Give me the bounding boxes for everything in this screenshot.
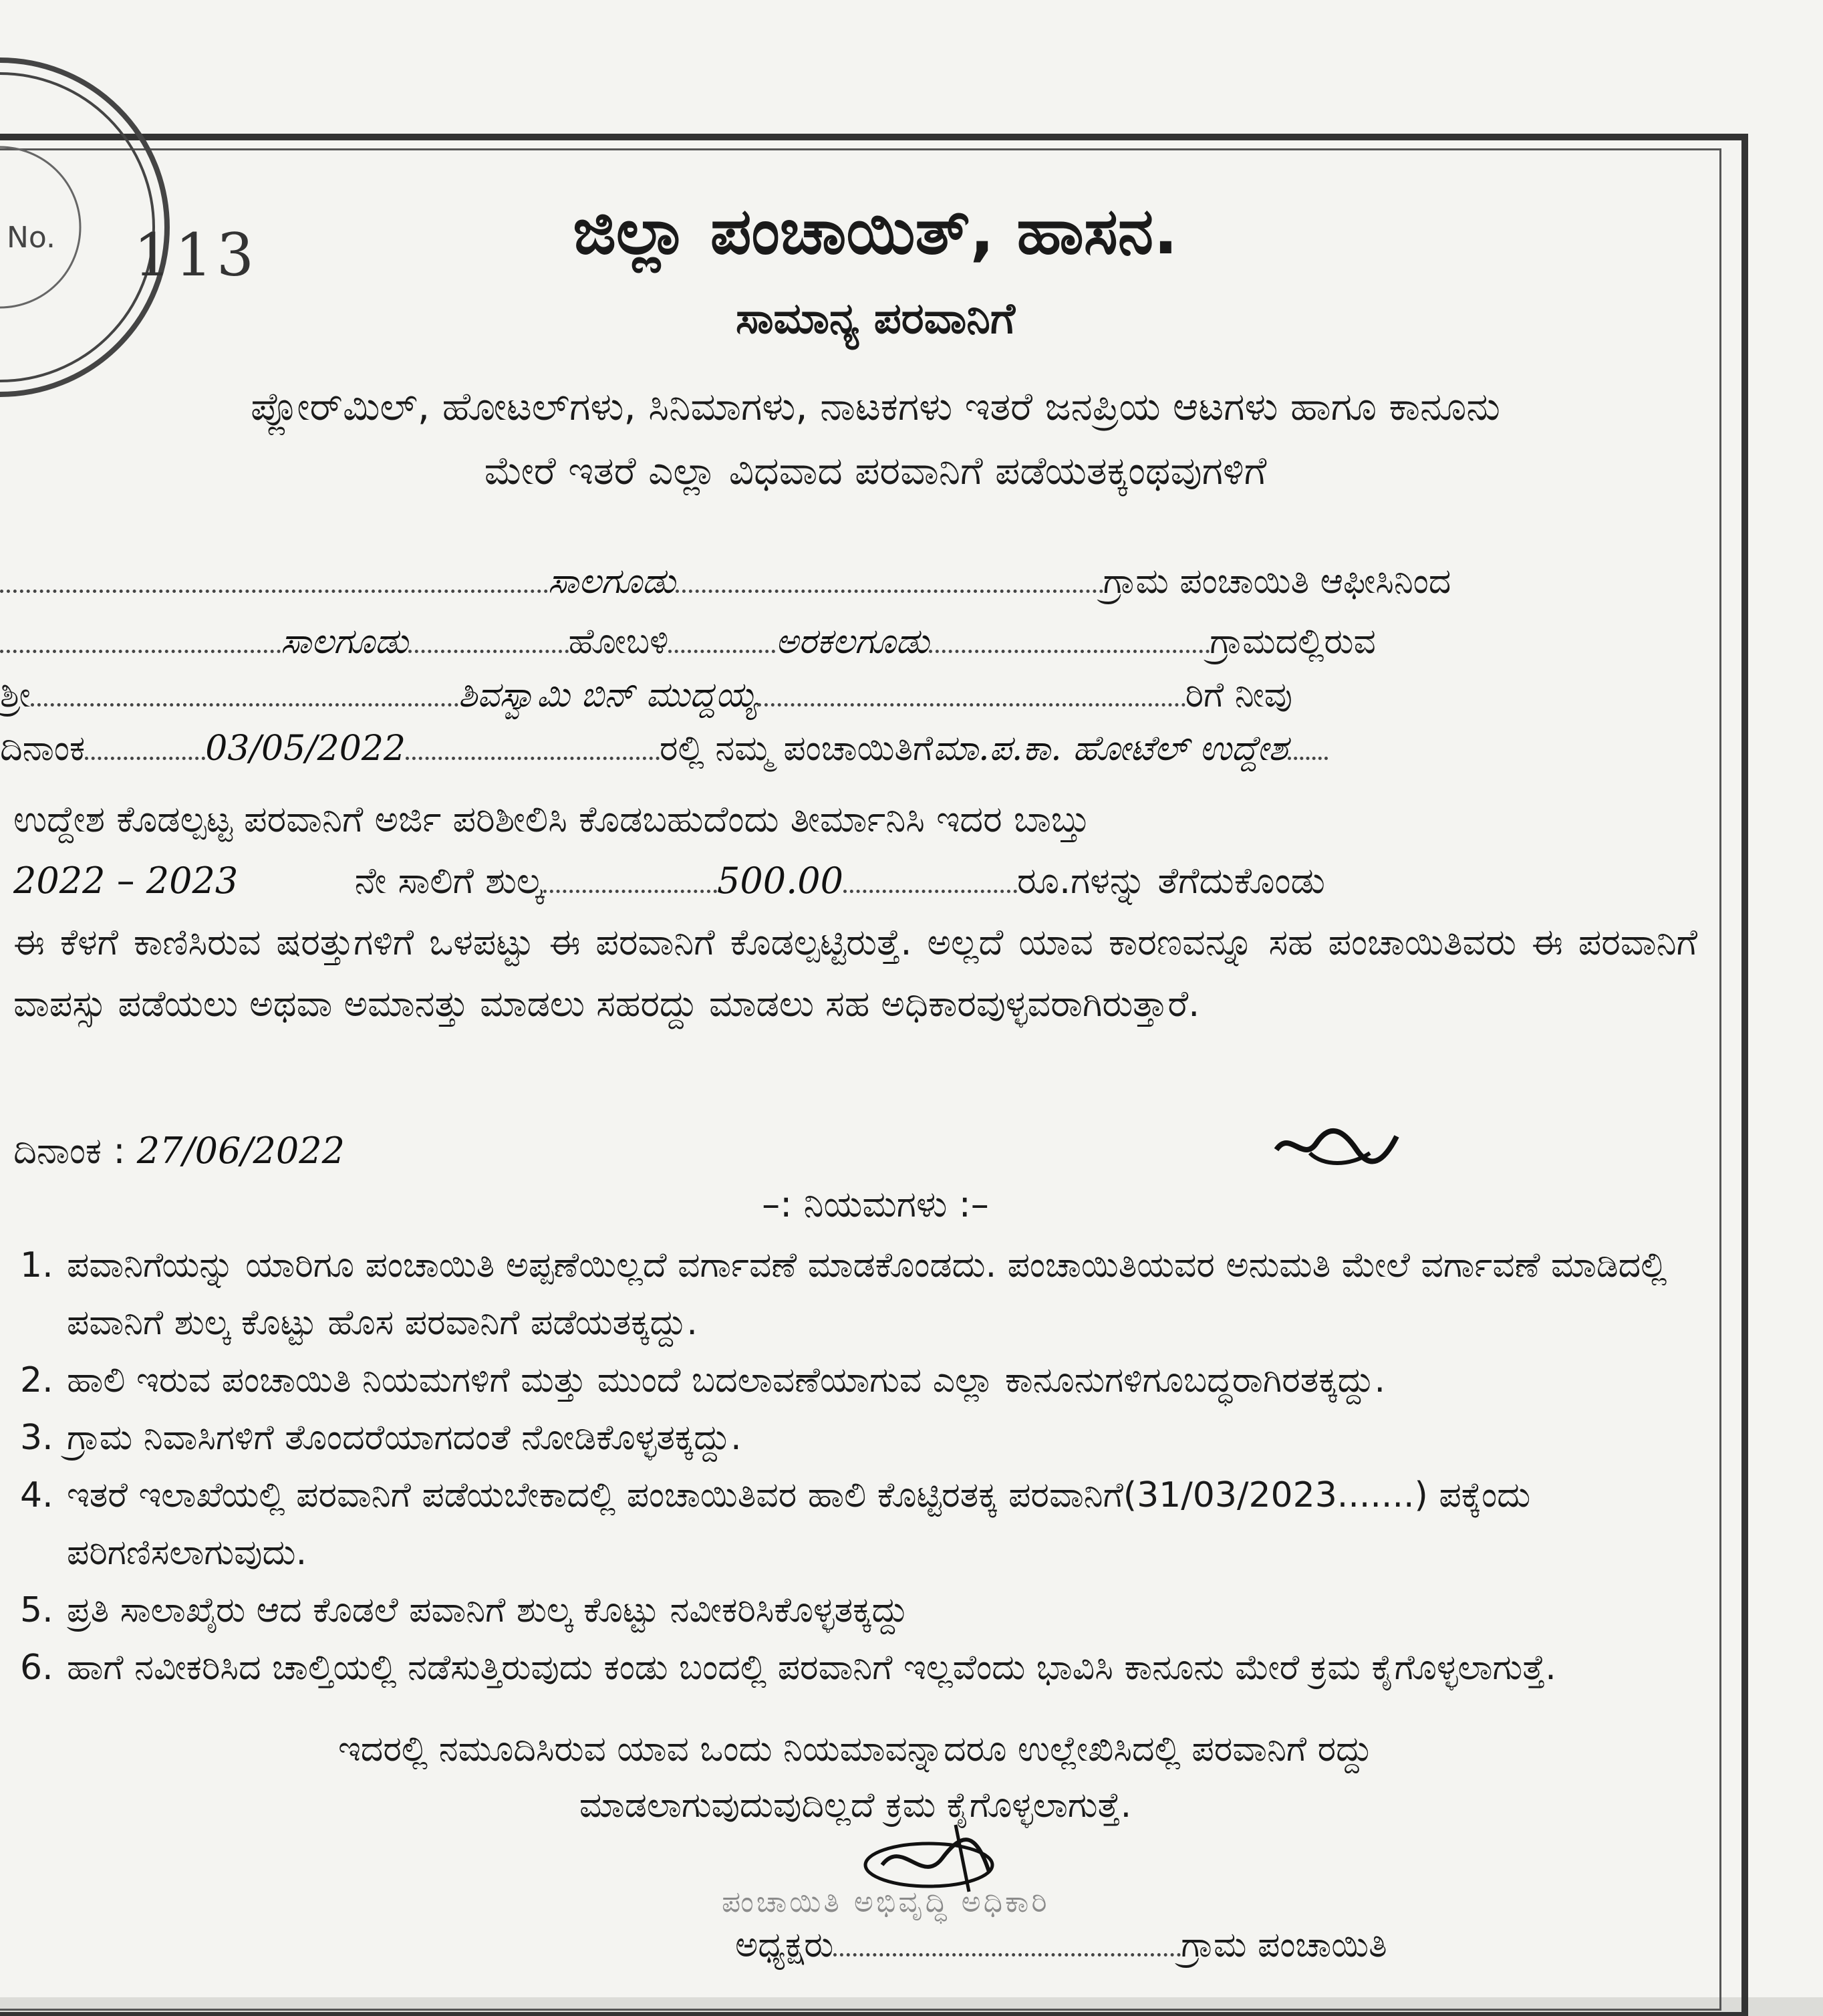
rule-item: 2. ಹಾಲಿ ಇರುವ ಪಂಚಾಯಿತಿ ನಿಯಮಗಳಿಗೆ ಮತ್ತು ಮುಂದೆ ಬದಲಾವಣೆಯಾಗುವ ಎಲ್ಲಾ ಕಾನೂನುಗಳಿಗೂಬದ್ಧರಾಗಿರತಕ್ಕದ್ದು. (20, 1360, 1386, 1400)
rule-item: 6. ಹಾಗೆ ನವೀಕರಿಸಿದ ಚಾಲ್ತಿಯಲ್ಲಿ ನಡೆಸುತ್ತಿರುವುದು ಕಂಡು ಬಂದಲ್ಲಿ ಪರವಾನಿಗೆ ಇಲ್ಲವೆಂದು ಭಾವಿಸಿ ಕಾನೂನು ಮೇರೆ ಕ್ರಮ ಕೈಗೊಳ್ಳಲಾಗುತ್ತೆ. (20, 1648, 1556, 1688)
rule-item: 4. ಇತರೆ ಇಲಾಖೆಯಲ್ಲಿ ಪರವಾನಿಗೆ ಪಡೆಯಬೇಕಾದಲ್ಲಿ ಪಂಚಾಯಿತಿವರ ಹಾಲಿ ಕೊಟ್ಟಿರತಕ್ಕ ಪರವಾನಿಗೆ(31/03/2023.......) ಪಕ್ಕೆಂದು ಪರಿಗಣಿಸಲಾಗುವುದು. (20, 1475, 1531, 1573)
body-line-2 (13, 850, 1697, 912)
signature-initials-icon (1270, 1116, 1403, 1176)
intro-line-1: ಪ್ಲೋರ್‌ಮಿಲ್, ಹೋಟಲ್‌ಗಳು, ಸಿನಿಮಾಗಳು, ನಾಟಕಗಳು ಇತರೆ ಜನಪ್ರಿಯ ಆಟಗಳು ಹಾಗೂ ಕಾನೂನು (251, 384, 1500, 429)
hobli-label: ಹೋಬಳಿ (568, 622, 669, 662)
permit-body (13, 789, 1697, 1035)
issue-date-label: ದಿನಾಂಕ : (13, 1130, 126, 1172)
person-name: ಶಿವಸ್ವಾಮಿ ಬಿನ್ ಮುದ್ದಯ್ಯ (458, 675, 758, 715)
taluk-name: ಅರಕಲಗೂಡು (775, 622, 930, 662)
rule-item: 3. ಗ್ರಾಮ ನಿವಾಸಿಗಳಿಗೆ ತೊಂದರೆಯಾಗದಂತೆ ನೋಡಿಕೊಳ್ಳತಕ್ಕದ್ದು. (20, 1418, 742, 1458)
issue-date-row (13, 1130, 345, 1172)
rule-item: 1. ಪವಾನಿಗೆಯನ್ನು ಯಾರಿಗೂ ಪಂಚಾಯಿತಿ ಅಪ್ಪಣೆಯಿಲ್ಲದೆ ವರ್ಗಾವಣೆ ಮಾಡಕೊಂಡದು. ಪಂಚಾಯಿತಿಯವರ ಅನುಮತಿ ಮೇಲೆ ವರ್ಗಾವಣೆ ಮಾಡಿದಲ್ಲಿ ಪವಾನಿಗೆ ಶುಲ್ಕ ಕೊಟ್ಟು ಹೊಸ ಪರವಾನಿಗೆ ಪಡೆಯತಕ್ಕದ್ದು. (20, 1245, 1667, 1343)
intro-text (20, 374, 1731, 503)
signatory-line (735, 1925, 1387, 1966)
serial-number: 113 (134, 221, 258, 289)
fee-amount: 500.00 (717, 860, 843, 902)
intro-line-2: ಮೇರೆ ಇತರೆ ಎಲ್ಲಾ ವಿಧವಾದ ಪರವಾನಿಗೆ ಪಡೆಯತಕ್ಕಂಥವುಗಳಿಗೆ (484, 448, 1267, 493)
form-line-date (0, 729, 1328, 769)
business-type: ಮಾ.ಪ.ಕಾ. ಹೋಟೆಲ್ ಉದ್ದೇಶ (933, 729, 1288, 769)
village-suffix: ಗ್ರಾಮದಲ್ಲಿರುವ (1210, 622, 1376, 662)
panchayat-suffix: ಗ್ರಾಮ ಪಂಚಾಯಿತಿ ಆಫೀಸಿನಿಂದ (1103, 561, 1451, 602)
form-line-person (0, 675, 1292, 716)
body-line-1: ಉದ್ದೇಶ ಕೊಡಲ್ಪಟ್ಟ ಪರವಾನಿಗೆ ಅರ್ಜಿ ಪರಿಶೀಲಿಸಿ ಕೊಡಬಹುದೆಂದು ತೀರ್ಮಾನಿಸಿ ಇದರ ಬಾಬ್ತು (13, 798, 1091, 840)
village-name: ಸಾಲಗೂಡು (281, 622, 408, 662)
signatory-suffix: ಗ್ರಾಮ ಪಂಚಾಯಿತಿ (1181, 1925, 1387, 1965)
year-suffix: ನೇ ಸಾಲಿಗೆ ಶುಲ್ಕ (354, 860, 544, 902)
rules-list (20, 1237, 1731, 1696)
closing-text (0, 1721, 1711, 1834)
page-subtitle: ಸಾಮಾನ್ಯ ಪರವಾನಿಗೆ (735, 294, 1016, 344)
year-from: 2022 (13, 860, 106, 902)
person-suffix: ರಿಗೆ ನೀವು (1185, 675, 1293, 715)
year-dash: – (116, 860, 135, 902)
fee-suffix: ರೂ.ಗಳನ್ನು ತೆಗೆದುಕೊಂಡು (1016, 860, 1325, 902)
date-suffix: ರಲ್ಲಿ ನಮ್ಮ ಪಂಚಾಯಿತಿಗೆ (660, 729, 934, 769)
signatory-role: ಅಧ್ಯಕ್ಷರು (735, 1925, 834, 1965)
year-to: 2023 (146, 860, 239, 902)
closing-line-1: ಇದರಲ್ಲಿ ನಮೂದಿಸಿರುವ ಯಾವ ಒಂದು ನಿಯಮಾವನ್ನಾದರೂ ಉಲ್ಲೇಖಿಸಿದಲ್ಲಿ ಪರವಾನಿಗೆ ರದ್ದು (337, 1729, 1373, 1769)
page-title: ಜಿಲ್ಲಾ ಪಂಚಾಯಿತ್, ಹಾಸನ. (573, 194, 1178, 269)
issue-date-value: 27/06/2022 (136, 1130, 345, 1172)
panchayat-name: ಸಾಲಗೂಡು (548, 561, 676, 602)
application-date: 03/05/2022 (205, 729, 406, 769)
rule-item: 5. ಪ್ರತಿ ಸಾಲಾಖೈರು ಆದ ಕೊಡಲೆ ಪವಾನಿಗೆ ಶುಲ್ಕ ಕೊಟ್ಟು ನವೀಕರಿಸಿಕೊಳ್ಳತಕ್ಕದ್ದು (20, 1590, 909, 1630)
designation-stamp-text: ಪಂಚಾಯಿತಿ ಅಭಿವೃದ್ಧಿ ಅಧಿಕಾರಿ (722, 1885, 1050, 1919)
seal-text: No. (7, 221, 56, 255)
shri-label: ಶ್ರೀ (0, 675, 31, 715)
rules-heading: –: ನಿಯಮಗಳು :– (762, 1183, 989, 1225)
body-rest: ಈ ಕೆಳಗೆ ಕಾಣಿಸಿರುವ ಷರತ್ತುಗಳಿಗೆ ಒಳಪಟ್ಟು ಈ ಪರವಾನಿಗೆ ಕೊಡಲ್ಪಟ್ಟಿರುತ್ತೆ. ಅಲ್ಲದೆ ಯಾವ ಕಾರಣವನ್ನೂ ಸಹ ಪಂಚಾಯಿತಿವರು ಈ ಪರವಾನಿಗೆ ವಾಪಸ್ಸು ಪಡೆಯಲು ಅಥವಾ ಅಮಾನತ್ತು ಮಾಡಲು ಸಹರದ್ದು ಮಾಡಲು ಸಹ ಅಧಿಕಾರವುಳ್ಳವರಾಗಿರುತ್ತಾರೆ. (13, 921, 1697, 1025)
form-date-label: ದಿನಾಂಕ (0, 729, 86, 769)
form-line-panchayat (0, 561, 1451, 602)
form-line-village (0, 622, 1376, 662)
closing-line-2: ಮಾಡಲಾಗುವುದುವುದಿಲ್ಲದೆ ಕ್ರಮ ಕೈಗೊಳ್ಳಲಾಗುತ್ತೆ. (579, 1785, 1132, 1825)
